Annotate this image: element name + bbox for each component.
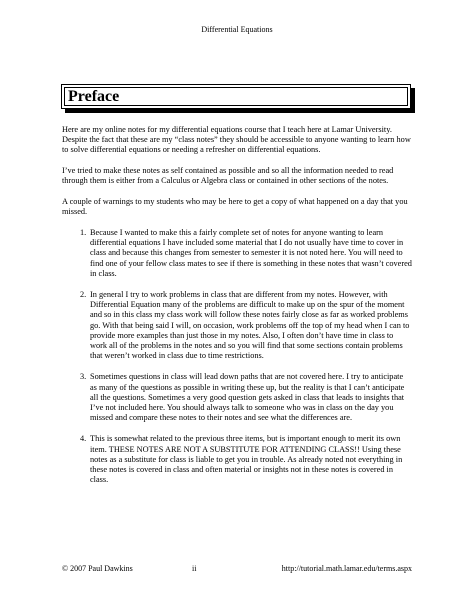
warnings-list [62, 228, 412, 485]
footer-copyright: © 2007 Paul Dawkins [62, 564, 133, 573]
paragraph-warnings: A couple of warnings to my students who may be here to get a copy of what happened on a day that you missed. [62, 197, 408, 217]
section-title-box [61, 84, 411, 109]
footer-url-link[interactable]: http://tutorial.math.lamar.edu/terms.aspx [281, 564, 412, 573]
list-item [62, 434, 412, 485]
list-item [62, 290, 412, 361]
page-content [62, 125, 412, 496]
page-footer [62, 564, 412, 574]
list-item [62, 228, 412, 279]
footer-page-number: ii [192, 564, 197, 573]
list-item-text: Sometimes questions in class will lead down paths that are not covered here. I try to anticipate as many of the questions as possible in writing these up, but the reality is that I can’t anticipate all the questions. Sometimes a very good question gets asked in class that leads to insights that I’ve not included here. You should always talk to someone who was in class on the day you missed and compare these notes to their notes and see what the differences are. [90, 372, 405, 423]
list-item-text: This is somewhat related to the previous three items, but is important enough to merit its own item. THESE NOTES ARE NOT A SUBSTITUTE FOR ATTENDING CLASS!! Using these notes as a substitute for class is liable to get you in trouble. As already noted not everything in these notes is covered in class and often material or insights not in these notes is covered in class. [90, 434, 403, 485]
list-item-text: Because I wanted to make this a fairly complete set of notes for anyone wanting to learn differential equations I have included some material that I do not usually have time to cover in class and because this changes from semester to semester it is not noted here. You will need to find one of your fellow class mates to see if there is something in these notes that wasn’t covered in class. [90, 227, 412, 278]
list-item-number: 4. [80, 434, 87, 444]
paragraph-intro: Here are my online notes for my differential equations course that I teach here at Lamar University. Despite the fact that these are my “class notes” they should be accessible to anyone wanting to learn how to solve differential equations or needing a refresher on differential equations. [62, 125, 411, 155]
paragraph-self-contained: I’ve tried to make these notes as self contained as possible and so all the information needed to read through them is either from a Calculus or Algebra class or contained in other sections of the notes. [62, 166, 394, 186]
section-title: Preface [68, 88, 120, 105]
list-item [62, 372, 412, 423]
list-item-number: 2. [80, 289, 87, 299]
running-header: Differential Equations [201, 25, 273, 34]
list-item-number: 1. [80, 227, 87, 237]
list-item-number: 3. [80, 372, 87, 382]
list-item-text: In general I try to work problems in class that are different from my notes. However, with Differential Equation many of the problems are difficult to make up on the spur of the moment and so in this class my class work will follow these notes fairly close as far as worked problems go. With that being said I will, on occasion, work problems off the top of my head when I can to provide more examples than just those in my notes. Also, I often don’t have time in class to work all of the problems in the notes and so you will find that some sections contain problems that weren’t worked in class due to time restrictions. [90, 289, 410, 361]
